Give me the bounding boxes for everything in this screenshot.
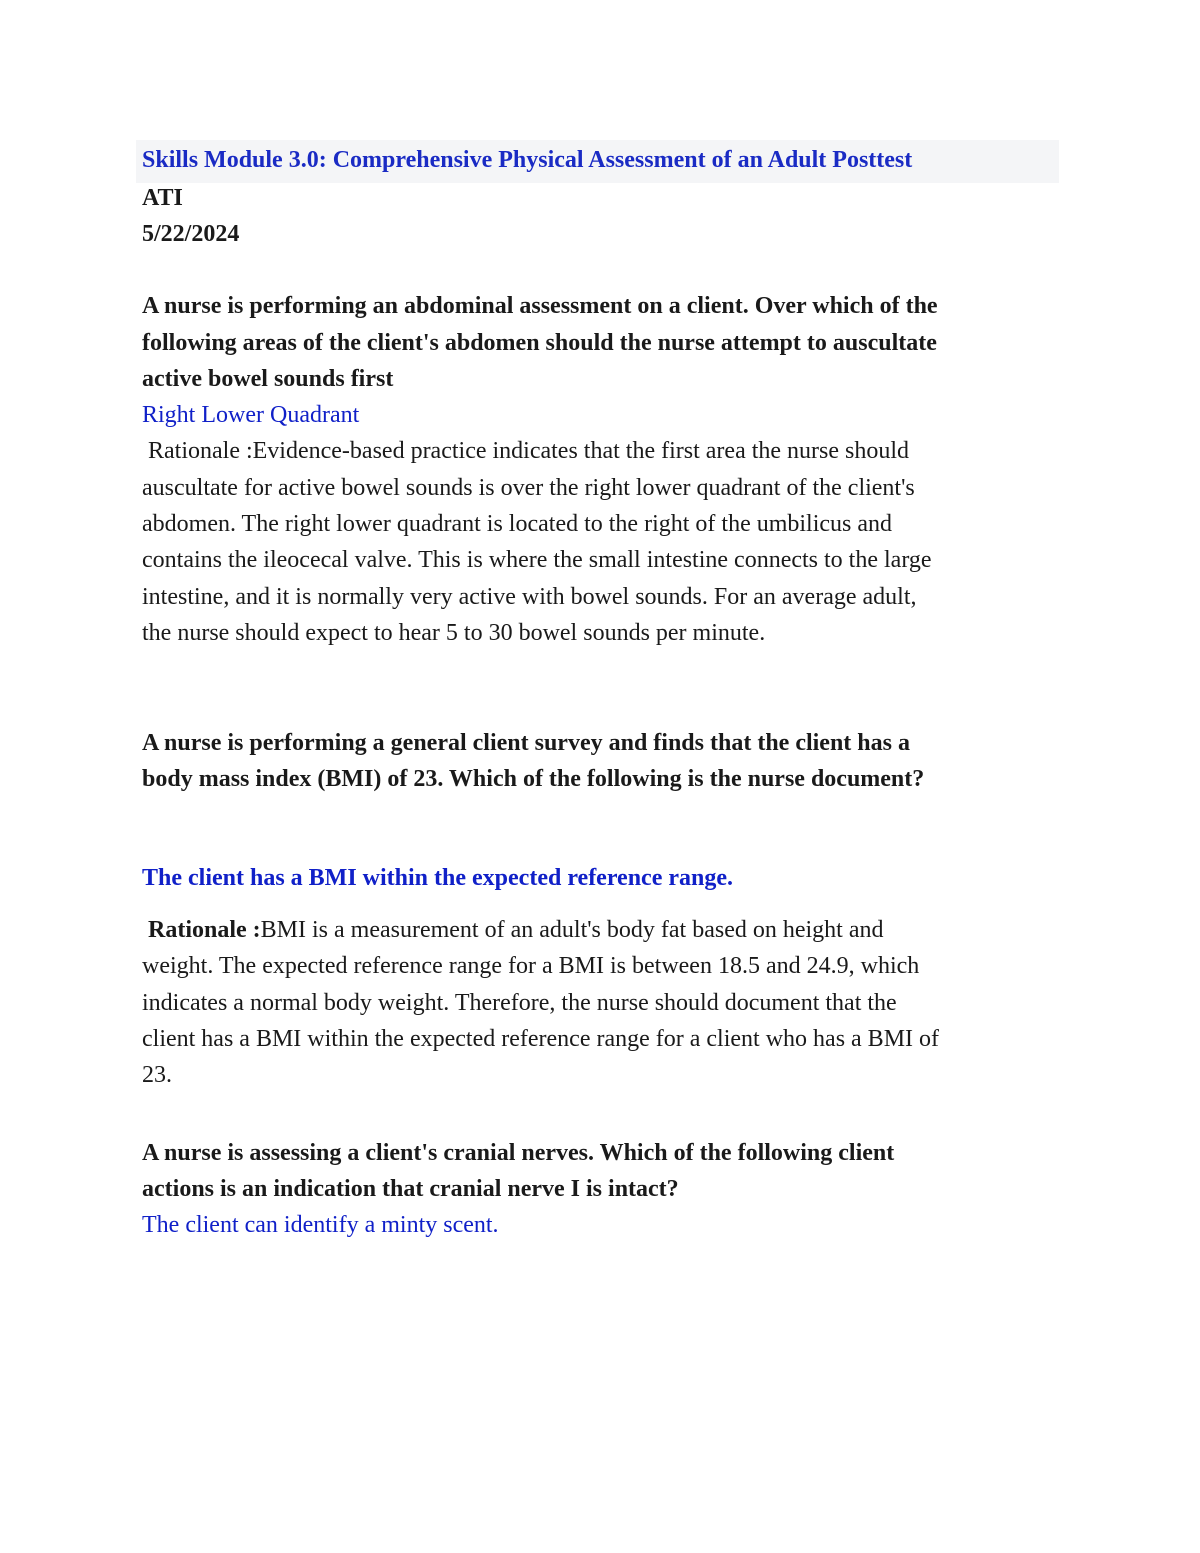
rationale-1-label: Rationale : [148,438,253,464]
question-1-line-1: A nurse is performing an abdominal assessment on a client. Over which of the [142,293,938,319]
rationale-1-line-1 [148,433,909,469]
rationale-2-line-2: weight. The expected reference range for a BMI is between 18.5 and 24.9, which [142,953,920,979]
question-3-line-2: actions is an indication that cranial nerve I is intact? [142,1176,679,1202]
rationale-1-line-6: the nurse should expect to hear 5 to 30 bowel sounds per minute. [142,620,766,646]
answer-1: Right Lower Quadrant [142,402,360,428]
rationale-2-line-4: client has a BMI within the expected reference range for a client who has a BMI of [142,1026,940,1052]
rationale-1-line-3: abdomen. The right lower quadrant is located to the right of the umbilicus and [142,511,893,537]
rationale-2-line-3: indicates a normal body weight. Therefore, the nurse should document that the [142,990,897,1016]
rationale-1-line-5: intestine, and it is normally very active with bowel sounds. For an average adult, [142,584,917,610]
rationale-2-text: BMI is a measurement of an adult's body fat based on height and [260,917,884,943]
rationale-2-line-1 [148,912,884,948]
source-label: ATI [142,185,183,211]
rationale-1-line-2: auscultate for active bowel sounds is over the right lower quadrant of the client's [142,475,915,501]
question-3-line-1: A nurse is assessing a client's cranial nerves. Which of the following client [142,1140,895,1166]
rationale-1-line-4: contains the ileocecal valve. This is where the small intestine connects to the large [142,547,932,573]
rationale-2-label: Rationale : [148,917,261,943]
question-1-line-3: active bowel sounds first [142,366,394,392]
question-2-line-1: A nurse is performing a general client survey and finds that the client has a [142,730,910,756]
question-2-line-2: body mass index (BMI) of 23. Which of the following is the nurse document? [142,766,925,792]
rationale-2-line-5: 23. [142,1062,172,1088]
document-date: 5/22/2024 [142,221,240,247]
question-1-line-2: following areas of the client's abdomen should the nurse attempt to auscultate [142,330,937,356]
answer-2: The client has a BMI within the expected reference range. [142,865,734,891]
document-title: Skills Module 3.0: Comprehensive Physical Assessment of an Adult Posttest [142,147,913,173]
rationale-1-text: Evidence-based practice indicates that the first area the nurse should [252,438,910,464]
answer-3: The client can identify a minty scent. [142,1212,499,1238]
